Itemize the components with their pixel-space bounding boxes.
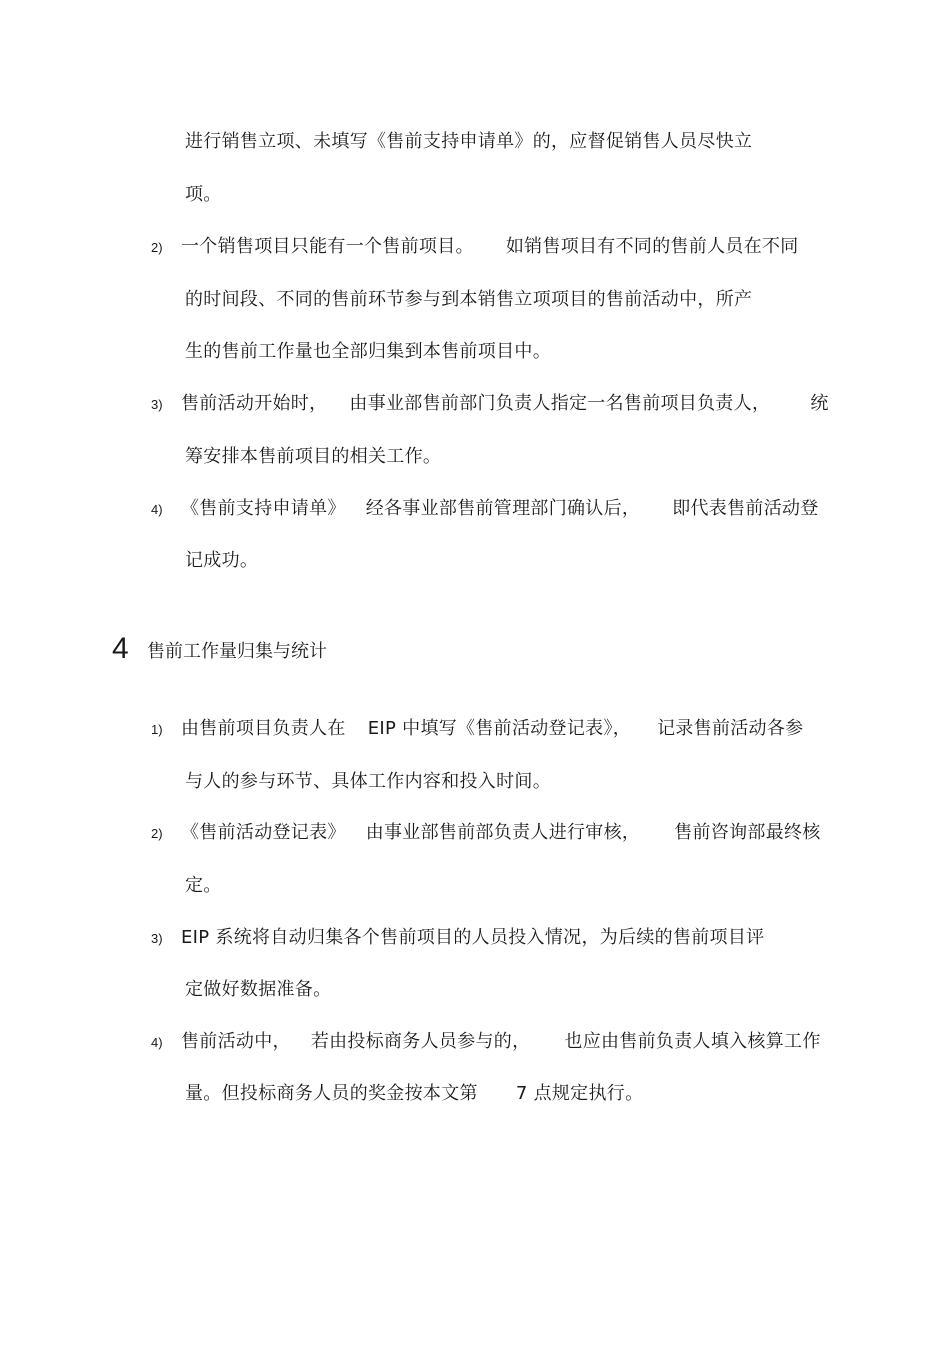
s3-item1-line2: 项。 [185,184,222,205]
s3-item3-line1b: 由事业部售前部门负责人指定一名售前项目负责人， [349,393,771,414]
s3-item3-line2: 筹安排本售前项目的相关工作。 [185,446,442,467]
s4-item1-line2: 与人的参与环节、具体工作内容和投入时间。 [185,771,551,792]
s3-item4-line1b: 经各事业部售前管理部门确认后， [365,498,641,519]
s4-item2-line1b: 由事业部售前部负责人进行审核， [365,822,641,843]
s4-item2-number: 2) [151,826,163,841]
s3-item3-line1c: 统 [810,393,829,414]
s3-item4-line2: 记成功。 [185,550,259,571]
s3-item3-line1 [181,393,829,415]
s4-item2-line1a: 《售前活动登记表》 [181,822,346,843]
section4-title: 售前工作量归集与统计 [147,641,327,662]
s4-item2-line2: 定。 [185,875,222,896]
s3-item2-line1a: 一个销售项目只能有一个售前项目。 [181,236,474,257]
s3-item4-line1c: 即代表售前活动登 [672,498,819,519]
s4-item4-line1a: 售前活动中， [181,1031,291,1052]
s3-item4-number: 4) [151,502,163,517]
s3-item1-line1: 进行销售立项、未填写《售前支持申请单》的，应督促销售人员尽快立 [185,131,753,152]
s3-item2-line2: 的时间段、不同的售前环节参与到本销售立项项目的售前活动中，所产 [185,289,753,310]
s3-item3-line1a: 售前活动开始时， [181,393,328,414]
s4-item1-number: 1) [151,722,163,737]
s3-item2-line1b: 如销售项目有不同的售前人员在不同 [505,236,799,257]
s3-item2-line1 [181,236,799,258]
s4-item4-line1c: 也应由售前负责人填入核算工作 [564,1031,821,1052]
s4-item2-line1c: 售前咨询部最终核 [674,822,821,843]
s4-item4-line2b: 7 点规定执行。 [515,1083,644,1104]
s4-item4-number: 4) [151,1035,163,1050]
s3-item2-number: 2) [151,240,163,255]
s4-item4-line1 [181,1031,821,1053]
s4-item3-line2: 定做好数据准备。 [185,979,332,1000]
s4-item2-line1 [181,822,821,844]
s4-item3-line1: EIP 系统将自动归集各个售前项目的人员投入情况，为后续的售前项目评 [181,927,765,948]
s3-item4-line1a: 《售前支持申请单》 [181,498,346,519]
s3-item4-line1 [181,498,819,520]
s4-item1-line1a: 由售前项目负责人在 [181,718,346,739]
s4-item1-line1 [181,718,803,740]
s3-item2-line3: 生的售前工作量也全部归集到本售前项目中。 [185,341,551,362]
s3-item3-number: 3) [151,397,163,412]
s4-item1-line1c: 记录售前活动各参 [657,718,804,739]
s4-item4-line2 [185,1083,643,1105]
s4-item4-line1b: 若由投标商务人员参与的， [310,1031,531,1052]
s4-item4-line2a: 量。但投标商务人员的奖金按本文第 [185,1083,478,1104]
s4-item3-number: 3) [151,931,163,946]
s4-item1-line1b: EIP 中填写《售前活动登记表》， [367,718,632,739]
section4-number: 4 [112,632,129,665]
